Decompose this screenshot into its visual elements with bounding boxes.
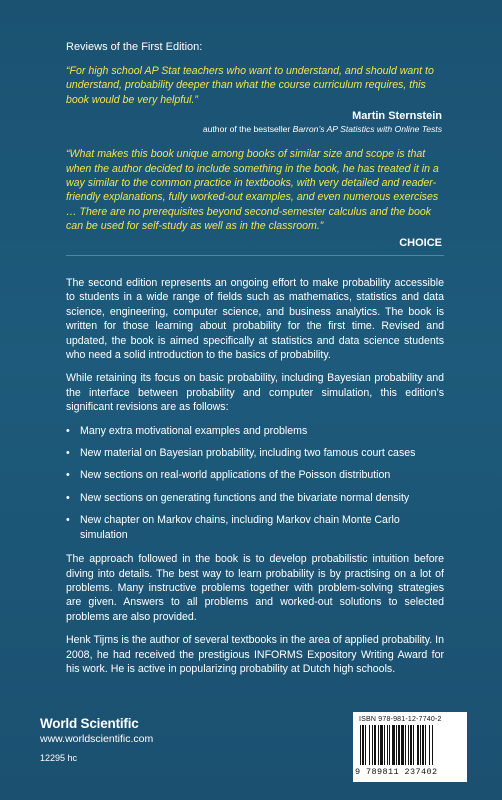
review-author-2: CHOICE xyxy=(399,236,442,249)
review-author-book-title: Barron’s AP Statistics with Online Tests xyxy=(292,124,442,135)
barcode-bar xyxy=(410,725,412,765)
barcode-bar xyxy=(413,725,414,765)
barcode-bar xyxy=(396,725,397,765)
review-author-1: Martin Sternstein xyxy=(352,110,442,123)
reviews-heading: Reviews of the First Edition: xyxy=(66,41,203,53)
barcode-bar xyxy=(380,725,383,765)
publisher-logo: World Scientific xyxy=(40,716,139,731)
barcode-bar xyxy=(389,725,390,765)
publisher-url: www.worldscientific.com xyxy=(40,733,154,745)
barcode-icon xyxy=(359,725,461,765)
bullet-icon: • xyxy=(66,469,70,482)
barcode-bar xyxy=(372,725,373,765)
list-item xyxy=(66,491,444,505)
barcode-bar xyxy=(392,725,395,765)
barcode-bar xyxy=(387,725,388,765)
barcode-bar xyxy=(417,725,419,765)
barcode-bar xyxy=(362,725,364,765)
section-divider xyxy=(66,255,444,256)
barcode-bar xyxy=(422,725,424,765)
list-item-text: New sections on real-world applications of the Poisson distribution xyxy=(80,469,391,482)
list-item xyxy=(66,424,444,438)
description-paragraph-2: While retaining its focus on basic probability, including Bayesian probability and the interface between probability and computer simulation, this edition’s significant revisions are as follows: xyxy=(66,372,444,414)
author-bio: Henk Tijms is the author of several textbooks in the area of applied probability. In 2008, he had received the prestigious INFORMS Expository Writing Award for his work. He is active in popularizing probability at Dutch high schools. xyxy=(66,634,444,675)
revisions-list xyxy=(66,424,444,542)
list-item-text: New material on Bayesian probability, including two famous court cases xyxy=(80,447,416,460)
barcode-bar xyxy=(425,725,426,765)
list-item-text: Many extra motivational examples and problems xyxy=(80,424,308,437)
isbn-barcode xyxy=(353,712,467,782)
barcode-bar xyxy=(429,725,430,765)
list-item-text: New sections on generating functions and the bivariate normal density xyxy=(80,491,410,504)
bullet-icon: • xyxy=(66,491,70,504)
product-code: 12295 hc xyxy=(40,753,78,763)
barcode-number: 9 789811 237402 xyxy=(355,767,438,777)
bullet-icon: • xyxy=(66,447,70,460)
barcode-bar xyxy=(369,725,370,765)
barcode-bar xyxy=(374,725,376,765)
description-paragraph-3: The approach followed in the book is to develop probabilistic intuition before diving into details. The best way to learn probability is by practising on a lot of problems. Many instructive problems together with problem-solving strategies are given. Answers to all problems and worked-out solutions to selected problems are also provided. xyxy=(66,553,444,623)
list-item xyxy=(66,468,444,482)
review-quote-2: “What makes this book unique among books of similar size and scope is that when the author decided to include something in the book, he has treated it in a way similar to the common practice in textbooks, with very detailed and reader-friendly explanations, fully worked-out examples, and even numerous exercises … There are no prerequisites beyond second-semester calculus and the book can be used for self-study as well as in the classroom.” xyxy=(66,148,439,233)
barcode-bar xyxy=(398,725,400,765)
barcode-bar xyxy=(360,725,361,765)
publisher-block xyxy=(40,716,240,766)
review-author-desc-1 xyxy=(66,123,442,135)
reviews-section xyxy=(66,40,442,250)
barcode-bar xyxy=(432,725,433,765)
bullet-icon: • xyxy=(66,424,70,437)
list-item xyxy=(66,446,444,460)
book-description xyxy=(66,276,444,685)
list-item-text: New chapter on Markov chains, including Markov chain Monte Carlo simulation xyxy=(80,514,400,541)
barcode-bar xyxy=(405,725,406,765)
bullet-icon: • xyxy=(66,514,70,527)
list-item xyxy=(66,513,444,542)
barcode-bar xyxy=(408,725,409,765)
review-quote-1: “For high school AP Stat teachers who want to understand, and should want to understand, probability deeper than what the course curriculum requires, this book would be very helpful.” xyxy=(66,65,434,106)
barcode-bar xyxy=(420,725,421,765)
barcode-bar xyxy=(378,725,379,765)
barcode-bar xyxy=(401,725,404,765)
barcode-bar xyxy=(384,725,385,765)
description-paragraph-1: The second edition represents an ongoing effort to make probability accessible to students in a wide range of fields such as mathematics, statistics and data science, engineering, computer science, and business analytics. The book is written for those learning about probability for the first time. Revised and updated, the book is aimed specifically at statistics and data science students who need a solid introduction to the basics of probability. xyxy=(66,277,444,362)
isbn-label: ISBN 978-981-12-7740-2 xyxy=(359,716,442,723)
review-author-desc-prefix: author of the bestseller xyxy=(202,124,293,135)
barcode-bar xyxy=(365,725,366,765)
